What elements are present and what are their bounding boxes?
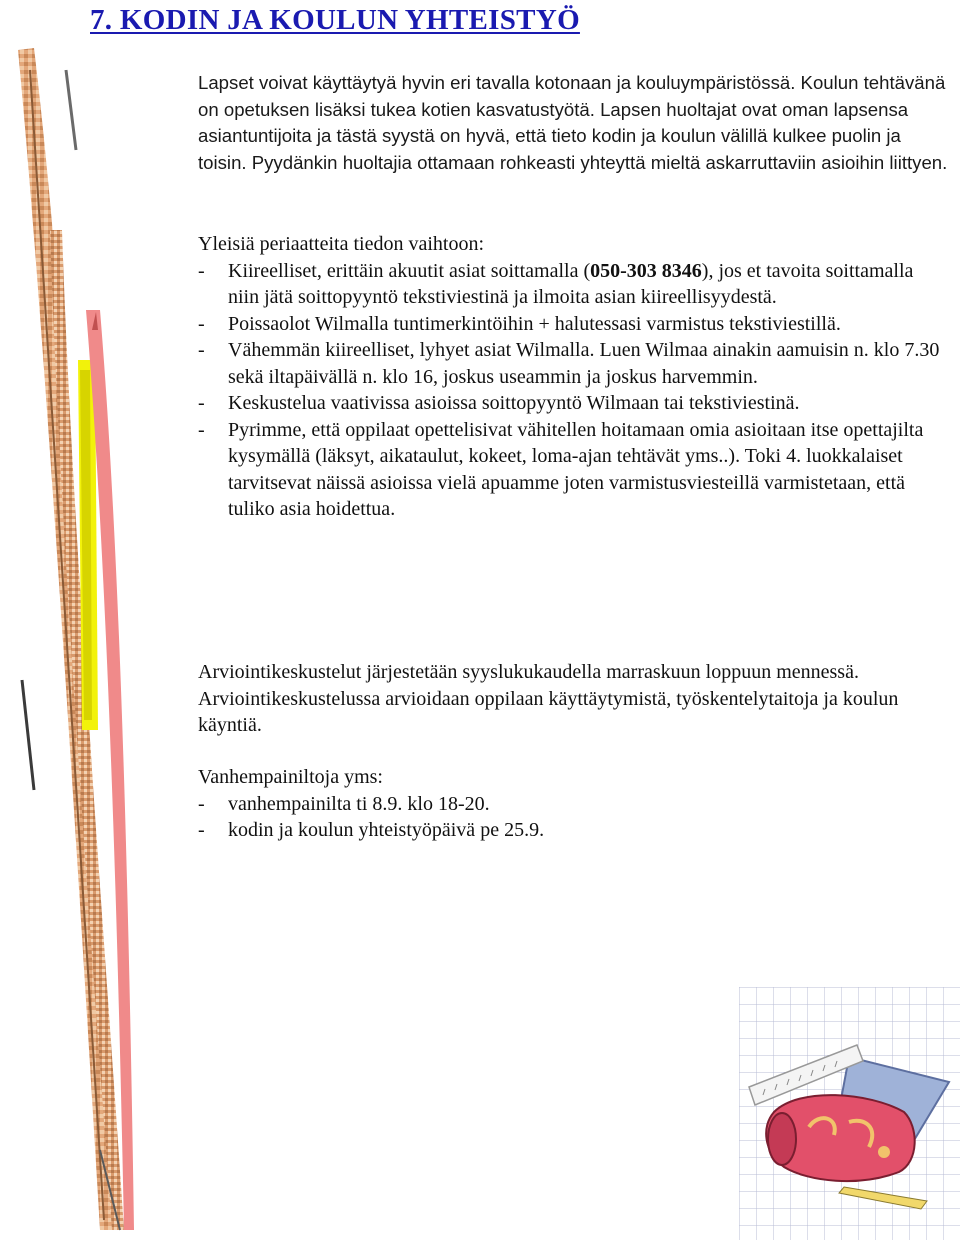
- list-item: - Pyrimme, että oppilaat opettelisivat vähitellen hoitamaan omia asioitaan itse opettajilta kysymällä (läksyt, aikataulut, kokeet, loma-ajan tehtävät yms..). Toki 4. luokkalaiset tarvitsevat näissä asioissa vielä apuamme joten varmistusviesteillä varmistetaan, että tuliko asia hoidettua.: [198, 417, 948, 523]
- page-title: 7. KODIN JA KOULUN YHTEISTYÖ: [90, 4, 580, 36]
- list-item: [198, 258, 948, 311]
- pencil-case-icon: [739, 987, 960, 1240]
- list-item-text: Kiireelliset, erittäin akuutit asiat soittamalla (: [228, 259, 591, 282]
- info-exchange-list: [198, 258, 948, 523]
- list-item: - Poissaolot Wilmalla tuntimerkintöihin + halutessasi varmistus tekstiviestillä.: [198, 311, 948, 338]
- info-exchange-heading: Yleisiä periaatteita tiedon vaihtoon:: [198, 233, 485, 255]
- assessment-paragraph: Arviointikeskustelut järjestetään syyslukukaudella marraskuun loppuun mennessä. Arviointikeskustelussa arvioidaan oppilaan käyttäytymistä, työskentelytaitoja ja koulun käyntiä.: [198, 661, 899, 736]
- list-item: - Vähemmän kiireelliset, lyhyet asiat Wilmalla. Luen Wilmaa ainakin aamuisin n. klo 7.30 sekä iltapäivällä n. klo 16, joskus useammin ja joskus harvemmin.: [198, 337, 948, 390]
- info-exchange-section: [198, 231, 948, 523]
- list-item: - Keskustelua vaativissa asioissa soittopyyntö Wilmaan tai tekstiviestinä.: [198, 390, 948, 417]
- assessment-section: [198, 659, 948, 739]
- parent-evenings-section: [198, 764, 948, 844]
- parent-evenings-list: [198, 791, 948, 844]
- pencils-icon: [0, 30, 140, 1240]
- list-item: - kodin ja koulun yhteistyöpäivä pe 25.9.: [198, 817, 948, 844]
- list-item-text: ), jos et tavoita soittamalla niin jätä soittopyyntö tekstiviestinä ja ilmoita asian kiireellisyydestä.: [228, 259, 914, 308]
- list-item: - vanhempainilta ti 8.9. klo 18-20.: [198, 791, 948, 818]
- intro-paragraph: Lapset voivat käyttäytyä hyvin eri tavalla kotonaan ja kouluympäristössä. Koulun tehtävänä on opetuksen lisäksi tukea kotien kasvatustyötä. Lapsen huoltajat ovat oman lapsensa asiantuntijoita ja tästä syystä on hyvä, että tieto kodin ja koulun välillä kulkee puolin ja toisin. Pyydänkin huoltajia ottamaan rohkeasti yhteyttä mieltä askarruttaviin asioihin liittyen.: [198, 72, 948, 173]
- parent-evenings-heading: Vanhempainiltoja yms:: [198, 766, 383, 788]
- phone-number: 050-303 8346: [590, 259, 702, 282]
